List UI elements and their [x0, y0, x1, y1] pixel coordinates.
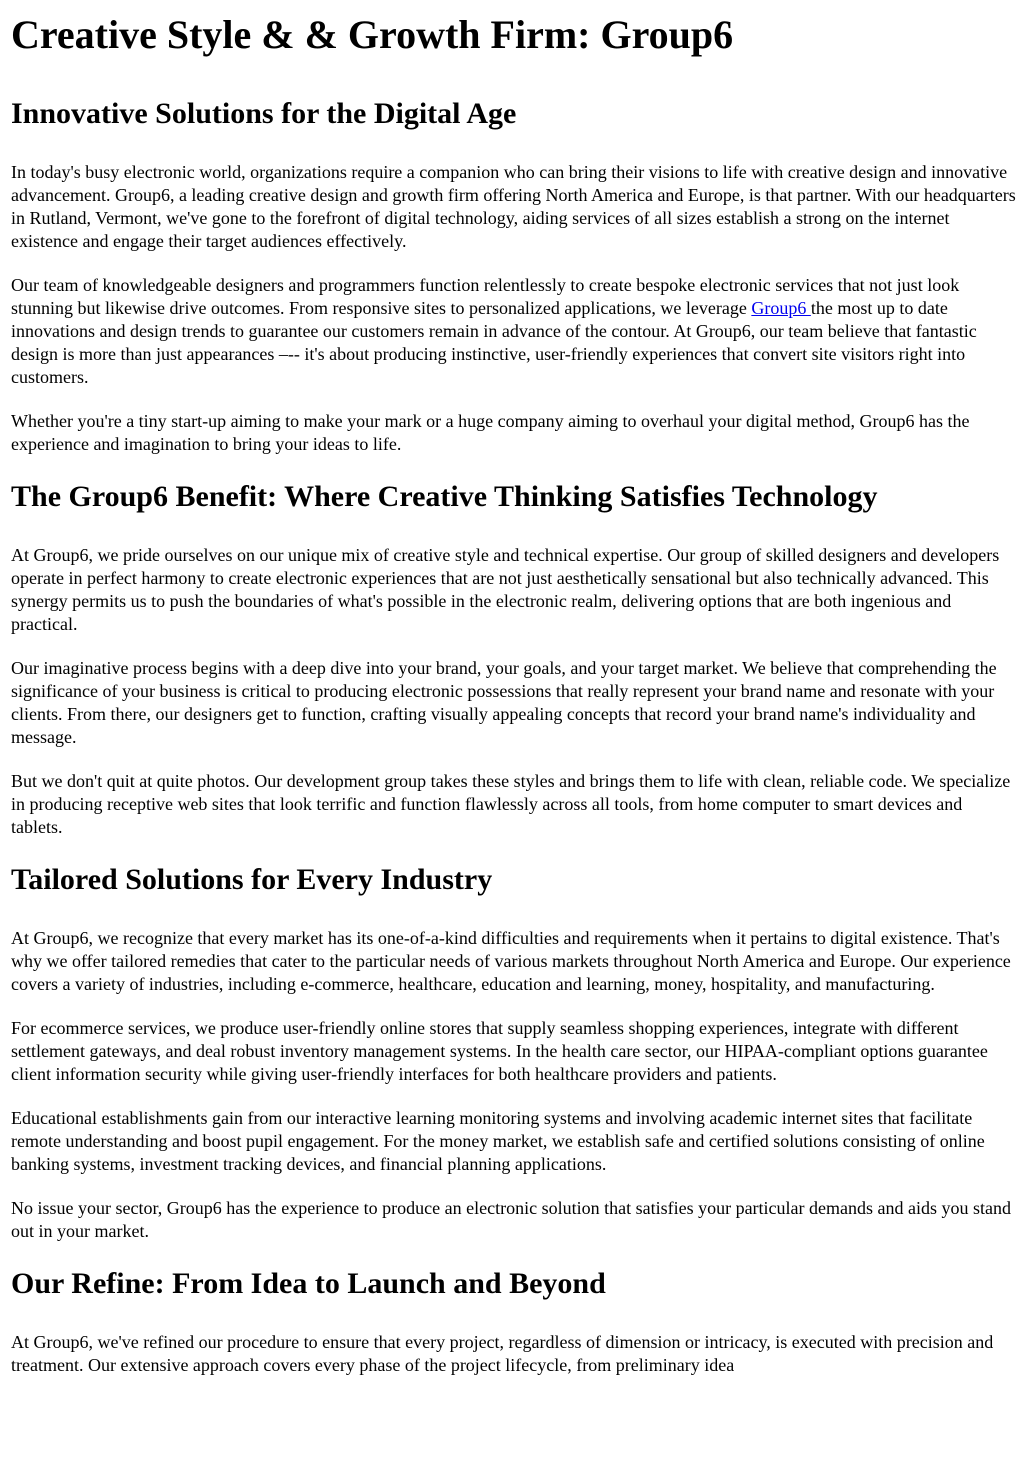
paragraph: No issue your sector, Group6 has the experience to produce an electronic solution that satisfies your particular demands and aids you stand out in your market. — [11, 1198, 1011, 1241]
paragraph: In today's busy electronic world, organizations require a companion who can bring their visions to life with creative design and innovative advancement. Group6, a leading creative design and growth firm offering North America and Europe, is that partner. With our headquarters in Rutland, Vermont, we've gone to the forefront of digital technology, aiding services of all sizes establish a strong on the internet existence and engage their target audiences effectively. — [11, 162, 1016, 251]
paragraph: For ecommerce services, we produce user-friendly online stores that supply seamless shopping experiences, integrate with different settlement gateways, and deal robust inventory management systems. In the health care sector, our HIPAA-compliant options guarantee client information security while giving user-friendly interfaces for both healthcare providers and patients. — [11, 1018, 988, 1084]
page-title: Creative Style & & Growth Firm: Group6 — [11, 12, 734, 57]
section-heading: Innovative Solutions for the Digital Age — [11, 97, 517, 130]
paragraph: Our imaginative process begins with a deep dive into your brand, your goals, and your target market. We believe that comprehending the significance of your business is critical to producing electronic possessions that really represent your brand name and resonate with your clients. From there, our designers get to function, crafting visually appealing concepts that record your brand name's individuality and message. — [11, 658, 997, 747]
section-heading: Tailored Solutions for Every Industry — [11, 863, 493, 896]
paragraph: At Group6, we recognize that every market has its one-of-a-kind difficulties and requirements when it pertains to digital existence. That's why we offer tailored remedies that cater to the particular needs of various markets throughout North America and Europe. Our experience covers a variety of industries, including e-commerce, healthcare, education and learning, money, hospitality, and manufacturing. — [11, 928, 1011, 994]
paragraph: At Group6, we've refined our procedure to ensure that every project, regardless of dimension or intricacy, is executed with precision and treatment. Our extensive approach covers every phase of the project lifecycle, from preliminary idea — [11, 1332, 994, 1375]
paragraph: But we don't quit at quite photos. Our development group takes these styles and brings them to life with clean, reliable code. We specialize in producing receptive web sites that look terrific and function flawlessly across all tools, from home computer to smart devices and tablets. — [11, 771, 1011, 837]
paragraph-text: the most up to date innovations and design trends to guarantee our customers remain in advance of the contour. At Group6, our team believe that fantastic design is more than just appearances –-- it's about producing instinctive, user-friendly experiences that convert site visitors right into customers. — [11, 298, 977, 387]
paragraph-text: Our team of knowledgeable designers and programmers function relentlessly to create bespoke electronic services that not just look stunning but likewise drive outcomes. From responsive sites to personalized applications, we leverage — [11, 275, 960, 318]
paragraph: At Group6, we pride ourselves on our unique mix of creative style and technical expertise. Our group of skilled designers and developers operate in perfect harmony to create electronic experiences that are not just aesthetically sensational but also technically advanced. This synergy permits us to push the boundaries of what's possible in the electronic realm, delivering options that are both ingenious and practical. — [11, 545, 1000, 634]
paragraph: Whether you're a tiny start-up aiming to make your mark or a huge company aiming to overhaul your digital method, Group6 has the experience and imagination to bring your ideas to life. — [11, 411, 970, 454]
section-heading: The Group6 Benefit: Where Creative Thinking Satisfies Technology — [11, 480, 878, 513]
section-heading: Our Refine: From Idea to Launch and Beyond — [11, 1267, 606, 1300]
group6-link[interactable]: Group6 — [751, 298, 811, 318]
document-page — [0, 12, 1024, 1377]
paragraph: Educational establishments gain from our interactive learning monitoring systems and involving academic internet sites that facilitate remote understanding and boost pupil engagement. For the money market, we establish safe and certified solutions consisting of online banking systems, investment tracking devices, and financial planning applications. — [11, 1108, 985, 1174]
paragraph-with-link — [11, 274, 1016, 389]
